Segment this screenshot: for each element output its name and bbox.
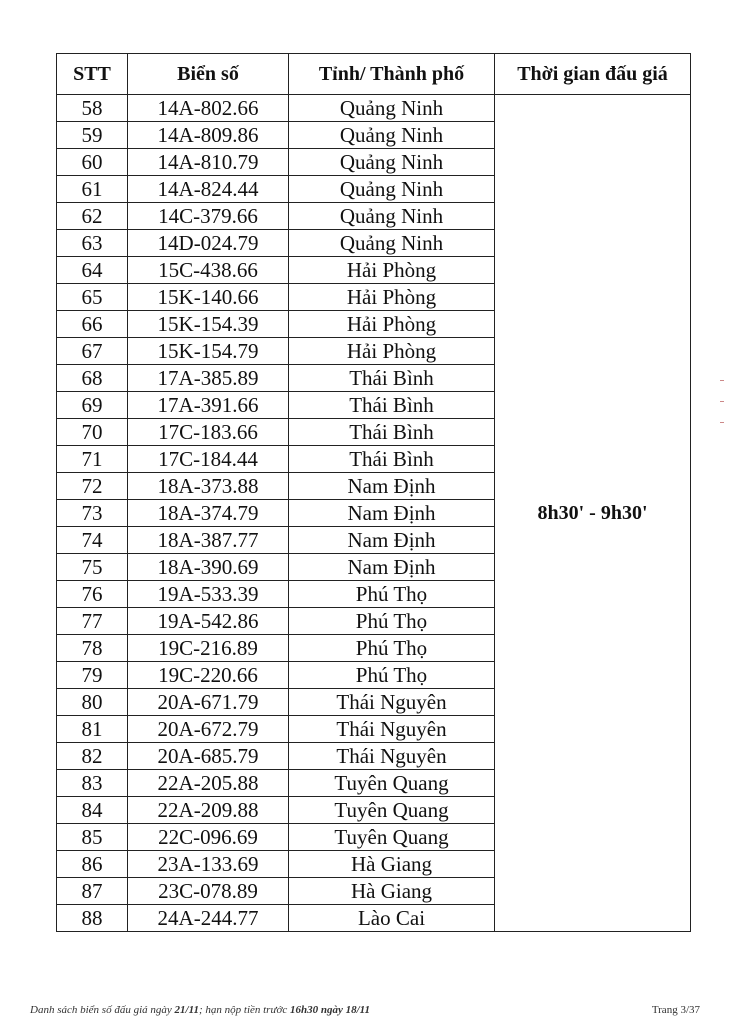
plate-cell: 18A-373.88 [128,473,289,500]
stt-cell: 65 [57,284,128,311]
stt-cell: 73 [57,500,128,527]
province-cell: Hà Giang [289,851,495,878]
stt-cell: 82 [57,743,128,770]
province-cell: Thái Nguyên [289,716,495,743]
province-cell: Tuyên Quang [289,824,495,851]
stt-cell: 84 [57,797,128,824]
plate-cell: 24A-244.77 [128,905,289,932]
province-cell: Quảng Ninh [289,122,495,149]
plate-cell: 22C-096.69 [128,824,289,851]
stt-cell: 69 [57,392,128,419]
province-cell: Tuyên Quang [289,770,495,797]
plate-cell: 14A-810.79 [128,149,289,176]
stt-cell: 71 [57,446,128,473]
stt-cell: 76 [57,581,128,608]
plate-cell: 22A-209.88 [128,797,289,824]
province-cell: Quảng Ninh [289,203,495,230]
plate-cell: 15K-140.66 [128,284,289,311]
province-cell: Thái Nguyên [289,689,495,716]
page-number: Trang 3/37 [651,1004,700,1016]
header-time: Thời gian đấu giá [495,54,691,95]
footer-date: 21/11 [174,1004,199,1016]
stt-cell: 88 [57,905,128,932]
page-footer [30,1004,700,1016]
plate-cell: 17A-385.89 [128,365,289,392]
plate-cell: 14C-379.66 [128,203,289,230]
header-plate: Biển số [128,54,289,95]
license-plate-table [56,53,691,932]
plate-cell: 20A-685.79 [128,743,289,770]
footer-text-2: ; hạn nộp tiền trước [198,1004,290,1016]
province-cell: Quảng Ninh [289,95,495,122]
stt-cell: 58 [57,95,128,122]
stt-cell: 87 [57,878,128,905]
province-cell: Quảng Ninh [289,149,495,176]
stt-cell: 81 [57,716,128,743]
plate-cell: 20A-671.79 [128,689,289,716]
plate-cell: 20A-672.79 [128,716,289,743]
province-cell: Quảng Ninh [289,176,495,203]
table-row [57,95,691,122]
plate-cell: 17A-391.66 [128,392,289,419]
province-cell: Phú Thọ [289,608,495,635]
plate-cell: 18A-387.77 [128,527,289,554]
stt-cell: 59 [57,122,128,149]
province-cell: Hải Phòng [289,284,495,311]
stt-cell: 79 [57,662,128,689]
plate-cell: 19A-542.86 [128,608,289,635]
province-cell: Quảng Ninh [289,230,495,257]
province-cell: Nam Định [289,554,495,581]
stt-cell: 72 [57,473,128,500]
province-cell: Nam Định [289,500,495,527]
header-province: Tỉnh/ Thành phố [289,54,495,95]
stt-cell: 68 [57,365,128,392]
province-cell: Hà Giang [289,878,495,905]
stt-cell: 80 [57,689,128,716]
stt-cell: 78 [57,635,128,662]
province-cell: Nam Định [289,473,495,500]
plate-cell: 17C-183.66 [128,419,289,446]
plate-cell: 14A-809.86 [128,122,289,149]
plate-cell: 17C-184.44 [128,446,289,473]
stt-cell: 74 [57,527,128,554]
plate-cell: 14A-824.44 [128,176,289,203]
plate-cell: 15C-438.66 [128,257,289,284]
header-stt: STT [57,54,128,95]
plate-cell: 18A-390.69 [128,554,289,581]
plate-cell: 23A-133.69 [128,851,289,878]
stt-cell: 85 [57,824,128,851]
plate-cell: 15K-154.39 [128,311,289,338]
plate-cell: 14D-024.79 [128,230,289,257]
footer-deadline: 16h30 ngày 18/11 [289,1004,371,1016]
province-cell: Nam Định [289,527,495,554]
province-cell: Lào Cai [289,905,495,932]
province-cell: Thái Bình [289,365,495,392]
stt-cell: 75 [57,554,128,581]
stt-cell: 63 [57,230,128,257]
province-cell: Thái Nguyên [289,743,495,770]
province-cell: Hải Phòng [289,311,495,338]
stt-cell: 66 [57,311,128,338]
table-header-row [57,54,691,95]
stt-cell: 77 [57,608,128,635]
plate-cell: 15K-154.79 [128,338,289,365]
plate-cell: 14A-802.66 [128,95,289,122]
stt-cell: 61 [57,176,128,203]
plate-cell: 23C-078.89 [128,878,289,905]
plate-cell: 22A-205.88 [128,770,289,797]
province-cell: Hải Phòng [289,257,495,284]
stt-cell: 67 [57,338,128,365]
stt-cell: 86 [57,851,128,878]
province-cell: Hải Phòng [289,338,495,365]
stt-cell: 83 [57,770,128,797]
edge-marks [720,380,728,443]
province-cell: Phú Thọ [289,635,495,662]
province-cell: Thái Bình [289,392,495,419]
plate-cell: 18A-374.79 [128,500,289,527]
province-cell: Phú Thọ [289,662,495,689]
stt-cell: 64 [57,257,128,284]
plate-cell: 19A-533.39 [128,581,289,608]
plate-cell: 19C-220.66 [128,662,289,689]
stt-cell: 62 [57,203,128,230]
auction-time-cell: 8h30' - 9h30' [495,95,691,932]
stt-cell: 70 [57,419,128,446]
footer-text-1: Danh sách biển số đấu giá ngày [30,1004,175,1016]
table-body [57,95,691,932]
province-cell: Phú Thọ [289,581,495,608]
province-cell: Thái Bình [289,446,495,473]
province-cell: Tuyên Quang [289,797,495,824]
stt-cell: 60 [57,149,128,176]
plate-cell: 19C-216.89 [128,635,289,662]
province-cell: Thái Bình [289,419,495,446]
